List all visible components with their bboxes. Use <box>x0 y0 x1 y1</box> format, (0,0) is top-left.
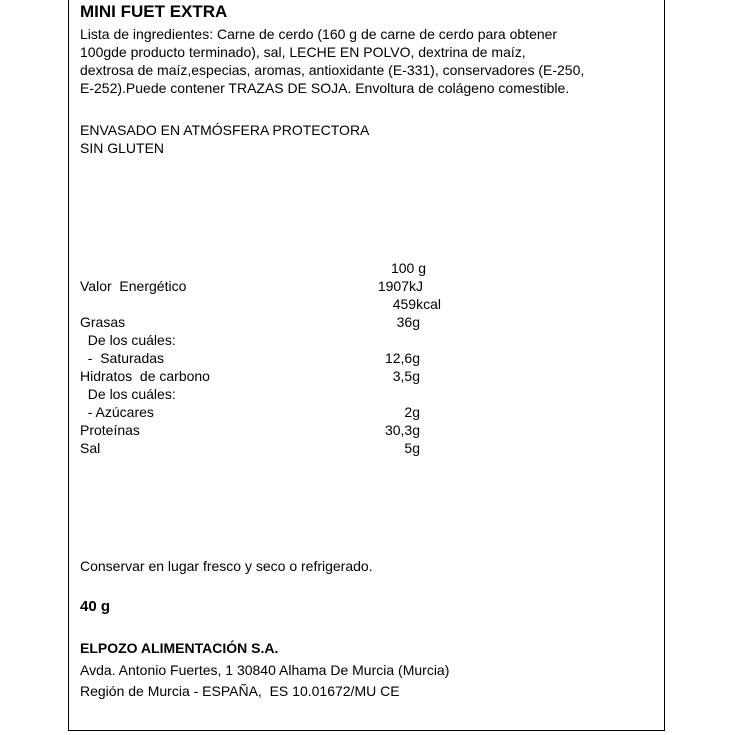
ingredients-line: dextrosa de maíz,especias, aromas, antioxidante (E-331), conservadores (E-250, <box>80 62 585 78</box>
ingredients-line: 100gde producto terminado), sal, LECHE EN POLVO, dextrina de maíz, <box>80 44 526 60</box>
nutrition-label: - Azúcares <box>80 404 154 420</box>
net-weight: 40 g <box>80 598 111 615</box>
nutrition-label: Proteínas <box>80 422 140 438</box>
nutrition-value: 2g <box>404 404 420 420</box>
ingredients-line: Lista de ingredientes: Carne de cerdo (160 g de carne de cerdo para obtener <box>80 26 558 42</box>
nutrition-label: Sal <box>80 440 101 456</box>
nutrition-value: 1907kJ <box>377 278 423 294</box>
ingredients-text <box>80 25 655 97</box>
company-name: ELPOZO ALIMENTACIÓN S.A. <box>80 640 279 656</box>
nutrition-header: 100 g <box>390 260 426 276</box>
company-address: Avda. Antonio Fuertes, 1 30840 Alhama De Murcia (Murcia) <box>80 662 450 678</box>
product-title: MINI FUET EXTRA <box>80 2 228 21</box>
packaging-note: ENVASADO EN ATMÓSFERA PROTECTORA <box>80 122 370 138</box>
nutrition-value: 5g <box>404 440 420 456</box>
nutrition-value: 3,5g <box>392 368 420 384</box>
storage-note: Conservar en lugar fresco y seco o refrigerado. <box>80 558 373 574</box>
nutrition-label: - Saturadas <box>80 350 165 366</box>
nutrition-label: Grasas <box>80 314 126 330</box>
gluten-note: SIN GLUTEN <box>80 140 165 156</box>
nutrition-label: De los cuáles: <box>80 332 176 348</box>
nutrition-value: 12,6g <box>384 350 420 366</box>
ingredients-line: E-252).Puede contener TRAZAS DE SOJA. Envoltura de colágeno comestible. <box>80 80 570 96</box>
nutrition-value: 459kcal <box>392 296 441 312</box>
nutrition-value: 36g <box>396 314 420 330</box>
nutrition-label: Hidratos de carbono <box>80 368 210 384</box>
nutrition-label: Valor Energético <box>80 278 187 294</box>
company-region: Región de Murcia - ESPAÑA, ES 10.01672/MU CE <box>80 683 400 699</box>
nutrition-value: 30,3g <box>384 422 420 438</box>
nutrition-label: De los cuáles: <box>80 386 176 402</box>
